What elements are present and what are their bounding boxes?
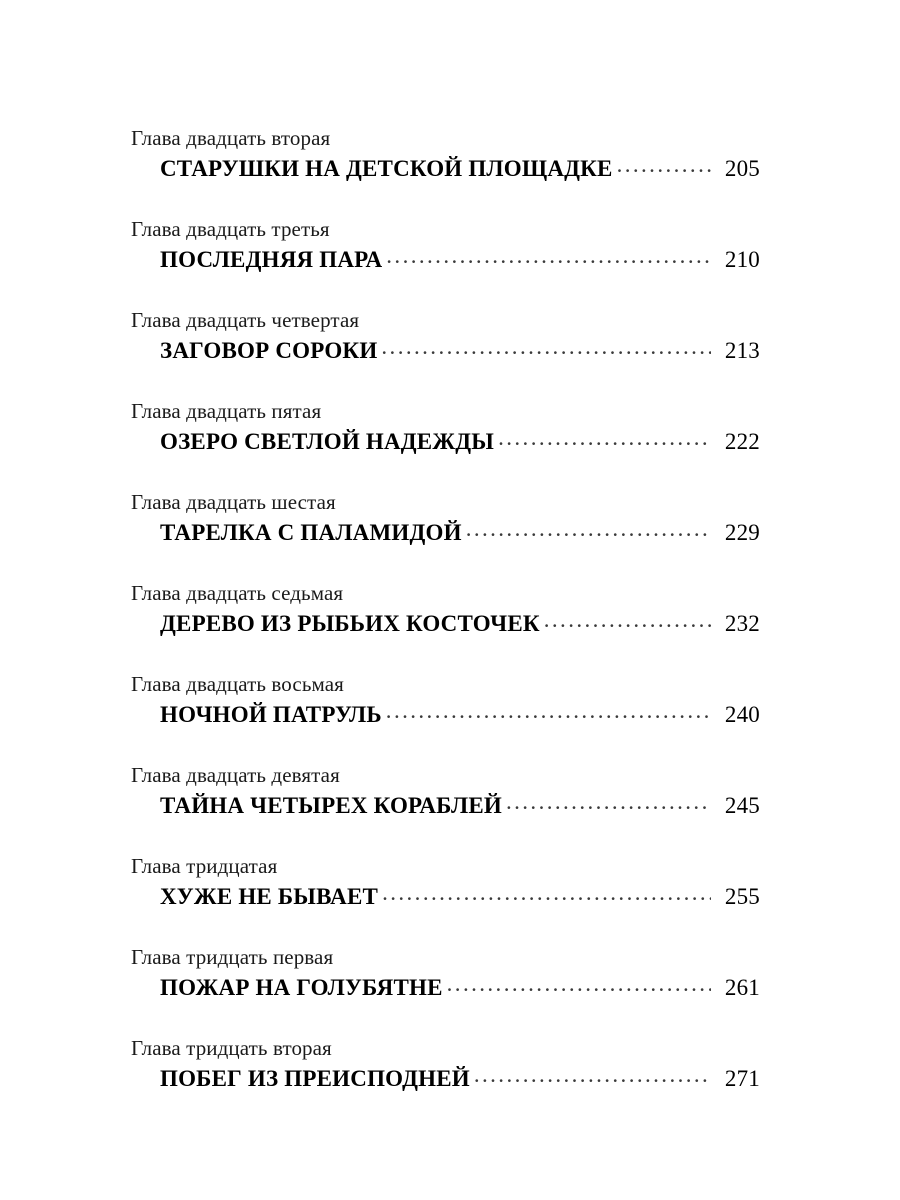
toc-entry[interactable] — [131, 762, 760, 821]
page-number: 271 — [724, 1066, 760, 1091]
dot-leader — [381, 342, 711, 358]
toc-title-row[interactable] — [160, 518, 760, 548]
chapter-label: Глава тридцать первая — [131, 945, 334, 969]
dot-leader — [386, 251, 711, 267]
toc-title-row[interactable] — [160, 700, 760, 730]
table-of-contents-list — [131, 125, 760, 1094]
chapter-title: ПОСЛЕДНЯЯ ПАРА — [160, 247, 383, 272]
page-number: 245 — [724, 793, 760, 818]
chapter-title: ОЗЕРО СВЕТЛОЙ НАДЕЖДЫ — [160, 429, 495, 454]
dot-leader — [382, 888, 711, 904]
dot-leader — [498, 433, 711, 449]
chapter-title: ТАРЕЛКА С ПАЛАМИДОЙ — [160, 520, 462, 545]
toc-entry[interactable] — [131, 853, 760, 912]
chapter-title: ТАЙНА ЧЕТЫРЕХ КОРАБЛЕЙ — [160, 793, 502, 818]
toc-title-row[interactable] — [160, 609, 760, 639]
chapter-label: Глава двадцать шестая — [131, 490, 336, 514]
chapter-title: ХУЖЕ НЕ БЫВАЕТ — [160, 884, 379, 909]
toc-title-row[interactable] — [160, 427, 760, 457]
dot-leader — [386, 706, 711, 722]
chapter-label: Глава двадцать третья — [131, 217, 330, 241]
toc-title-row[interactable] — [160, 245, 760, 275]
chapter-label: Глава двадцать седьмая — [131, 581, 344, 605]
page-number: 261 — [724, 975, 760, 1000]
chapter-label: Глава двадцать четвертая — [131, 308, 360, 332]
chapter-label: Глава тридцать вторая — [131, 1036, 332, 1060]
chapter-label: Глава двадцать вторая — [131, 126, 331, 150]
toc-title-row[interactable] — [160, 336, 760, 366]
toc-title-row[interactable] — [160, 882, 760, 912]
page-number: 229 — [724, 520, 760, 545]
page-number: 213 — [724, 338, 760, 363]
page-number: 205 — [724, 156, 760, 181]
toc-title-row[interactable] — [160, 973, 760, 1003]
toc-entry[interactable] — [131, 944, 760, 1003]
chapter-title: ЗАГОВОР СОРОКИ — [160, 338, 378, 363]
dot-leader — [617, 160, 711, 176]
page-number: 240 — [724, 702, 760, 727]
dot-leader — [466, 524, 711, 540]
chapter-label: Глава двадцать восьмая — [131, 672, 344, 696]
chapter-title: НОЧНОЙ ПАТРУЛЬ — [160, 702, 382, 727]
toc-entry[interactable] — [131, 216, 760, 275]
chapter-title: ДЕРЕВО ИЗ РЫБЬИХ КОСТОЧЕК — [160, 611, 540, 636]
dot-leader — [544, 615, 711, 631]
toc-title-row[interactable] — [160, 1064, 760, 1094]
toc-entry[interactable] — [131, 580, 760, 639]
chapter-title: СТАРУШКИ НА ДЕТСКОЙ ПЛОЩАДКЕ — [160, 156, 613, 181]
chapter-title: ПОБЕГ ИЗ ПРЕИСПОДНЕЙ — [160, 1066, 470, 1091]
dot-leader — [506, 797, 711, 813]
chapter-title: ПОЖАР НА ГОЛУБЯТНЕ — [160, 975, 443, 1000]
toc-entry[interactable] — [131, 398, 760, 457]
page-number: 210 — [724, 247, 760, 272]
page-number: 255 — [724, 884, 760, 909]
toc-entry[interactable] — [131, 489, 760, 548]
toc-title-row[interactable] — [160, 791, 760, 821]
chapter-label: Глава двадцать пятая — [131, 399, 322, 423]
toc-entry[interactable] — [131, 125, 760, 184]
page-number: 232 — [724, 611, 760, 636]
page-number: 222 — [724, 429, 760, 454]
chapter-label: Глава тридцатая — [131, 854, 278, 878]
toc-entry[interactable] — [131, 307, 760, 366]
dot-leader — [447, 979, 711, 995]
toc-entry[interactable] — [131, 671, 760, 730]
toc-title-row[interactable] — [160, 154, 760, 184]
toc-entry[interactable] — [131, 1035, 760, 1094]
dot-leader — [474, 1070, 711, 1086]
chapter-label: Глава двадцать девятая — [131, 763, 340, 787]
